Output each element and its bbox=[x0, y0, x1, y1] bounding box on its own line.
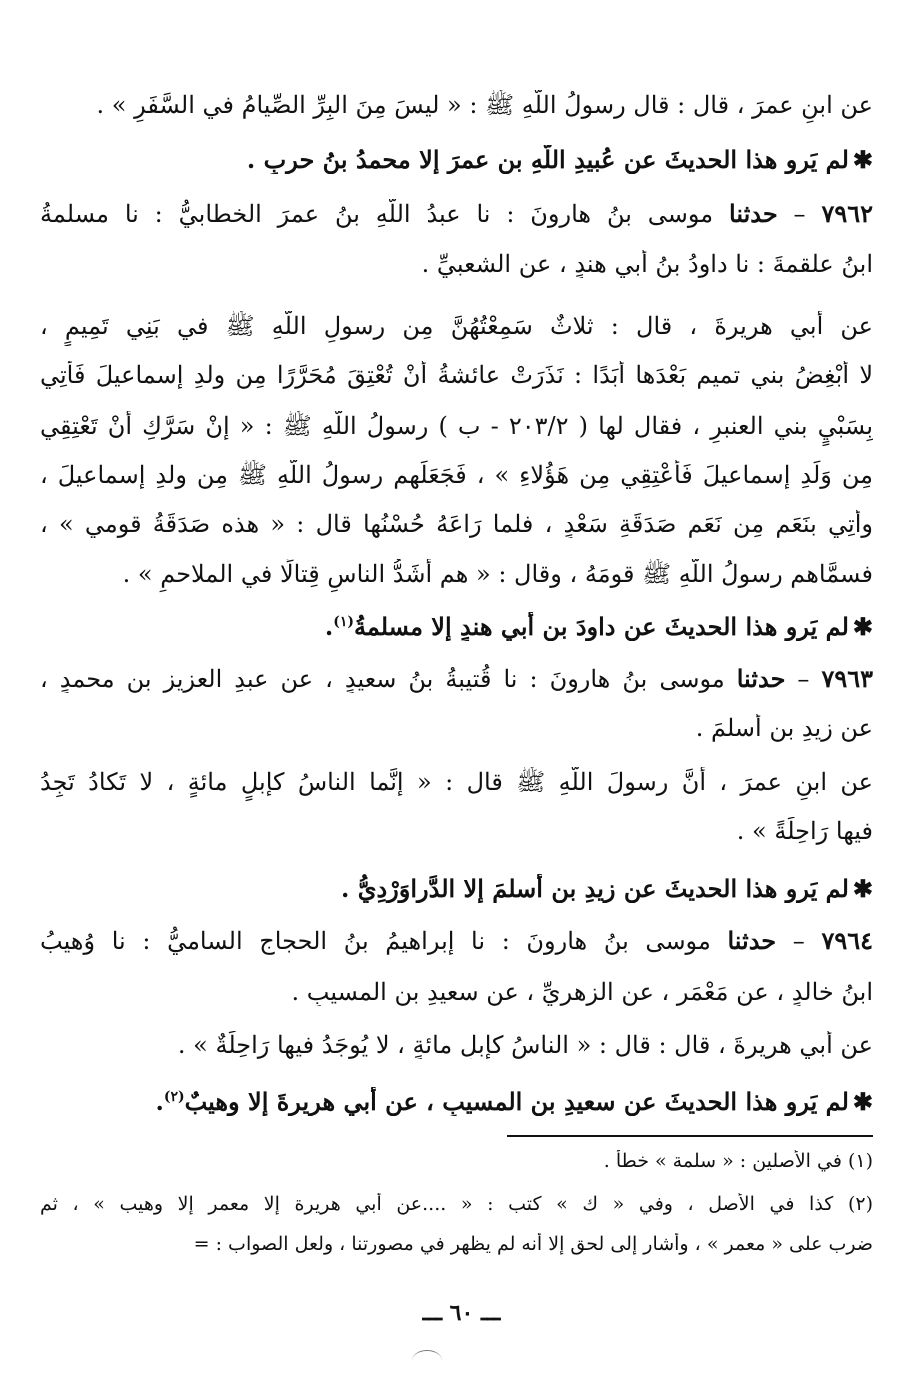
isnad-continuation: ابنُ خالدٍ ، عن مَعْمَرٍ ، عن الزهريِّ ، عن سعيدِ بنِ المسيبِ . bbox=[291, 978, 873, 1006]
footnote-ref: (٢) bbox=[163, 1089, 185, 1105]
narration-line: مِن وَلَدِ إسماعيلَ فَأَعْتِقِي مِن هَؤُلاءِ » ، فَجَعَلَهم رسولُ اللَّهِ ﷺ مِن ولدِ إسماعيلَ ، bbox=[40, 461, 873, 489]
page-number: ـــ ٦٠ ـــ bbox=[422, 1300, 501, 1326]
hadith-number: ٧٩٦٣ bbox=[821, 664, 873, 693]
footnote-1: (١) في الأصلين : « سلمة » خطأ . bbox=[603, 1150, 873, 1172]
footnote-ref: (١) bbox=[333, 614, 354, 630]
narration-line: فسمَّاهم رسولُ اللَّهِ ﷺ قومَهُ ، وقال : « هم أَشَدُّ الناسِ قِتالًا في الملاحمِ » . bbox=[122, 560, 873, 588]
narration-line: عن أبي هريرةَ ، قال : قال : « الناسُ كإبلٍ مائةٍ ، لا يُوجَدُ فيها رَاحِلَةٌ » . bbox=[177, 1031, 873, 1059]
note-line: ✱لم يَروِ هذا الحديثَ عن عُبيدِ اللَّهِ بنِ عمرَ إلا محمدُ بنُ حربٍ . bbox=[246, 145, 873, 174]
footnote-2-continuation: ضرب على « معمر » ، وأشار إلى لحق إلا أنه لم يظهر في مصورتنا ، ولعل الصواب : = bbox=[193, 1233, 873, 1255]
narration-line: لا أُبْغِضُ بني تميم بَعْدَها أَبَدًا : نَذَرَتْ عائشةُ أَنْ تُعْتِقَ مُحَرَّرًا مِن ولدِ إسماعيلَ فَأُتِي bbox=[40, 361, 873, 389]
hadith-7962-header: ٧٩٦٢ – حدثنا موسى بنُ هارونَ : نا عبدُ اللَّهِ بنُ عمرَ الخطابيُّ : نا مسلمةُ bbox=[40, 199, 873, 228]
narration-line: عن ابنِ عمرَ ، قال : قال رسولُ اللَّهِ ﷺ : « ليسَ مِنَ البِرِّ الصِّيامُ في السَّفَرِ » . bbox=[96, 91, 873, 119]
note-line: ✱لم يَروِ هذا الحديثَ عن سعيدِ بنِ المسيبِ ، عن أبي هريرةَ إلا وهيبٌ$^{(٢)}$. bbox=[155, 1087, 873, 1116]
hadith-number: ٧٩٦٢ bbox=[821, 199, 873, 228]
narration-line: عن أبي هريرةَ ، قال : ثلاثٌ سَمِعْتُهُنَّ مِن رسولِ اللَّهِ ﷺ في بَنِي تَمِيمٍ ، bbox=[40, 312, 873, 340]
isnad-continuation: عن زيدِ بنِ أسلمَ . bbox=[695, 714, 873, 742]
isnad-continuation: ابنُ علقمةَ : نا داودُ بنُ أبي هندٍ ، عن الشعبيِّ . bbox=[421, 250, 873, 278]
scan-mark bbox=[412, 1350, 442, 1371]
narration-line: فيها رَاحِلَةً » . bbox=[736, 817, 873, 845]
hadith-7964-header: ٧٩٦٤ – حدثنا موسى بنُ هارونَ : نا إبراهيمُ بنُ الحجاجِ الساميُّ : نا وُهيبُ bbox=[40, 926, 873, 955]
footnote-separator bbox=[507, 1135, 873, 1137]
note-line: ✱لم يَروِ هذا الحديثَ عن داودَ بنِ أبي هندٍ إلا مسلمةُ$^{(١)}$. bbox=[324, 612, 873, 641]
narration-line: عن ابنِ عمرَ ، أَنَّ رسولَ اللَّهِ ﷺ قال : « إنَّما الناسُ كإبلٍ مائةٍ ، لا تَكادُ تَجِدُ bbox=[40, 768, 873, 796]
hadith-7963-header: ٧٩٦٣ – حدثنا موسى بنُ هارونَ : نا قُتيبةُ بنُ سعيدٍ ، عن عبدِ العزيزِ بنِ محمدٍ ، bbox=[40, 664, 873, 693]
narration-line: بِسَبْيٍ بني العنبرِ ، فقال لها ( ٢٠٣/٢ - ب ) رسولُ اللَّهِ ﷺ : « إنْ سَرَّكِ أَنْ تَعْتِقِي bbox=[40, 412, 873, 440]
hadith-number: ٧٩٦٤ bbox=[821, 926, 873, 955]
note-line: ✱لم يَروِ هذا الحديثَ عن زيدِ بنِ أسلمَ إلا الدَّراوَرْدِيُّ . bbox=[341, 874, 873, 903]
footnote-2: (٢) كذا في الأصل ، وفي « ك » كتب : « ....عن أبي هريرة إلا معمر إلا وهيب » ، ثم bbox=[40, 1193, 873, 1215]
narration-line: وأُتِي بنَعَمٍ مِن نَعَمِ صَدَقَةِ سَعْدٍ ، فلما رَاعَهُ حُسْنُها قال : « هذه صَدَقَةُ قومي » ، bbox=[40, 510, 873, 538]
